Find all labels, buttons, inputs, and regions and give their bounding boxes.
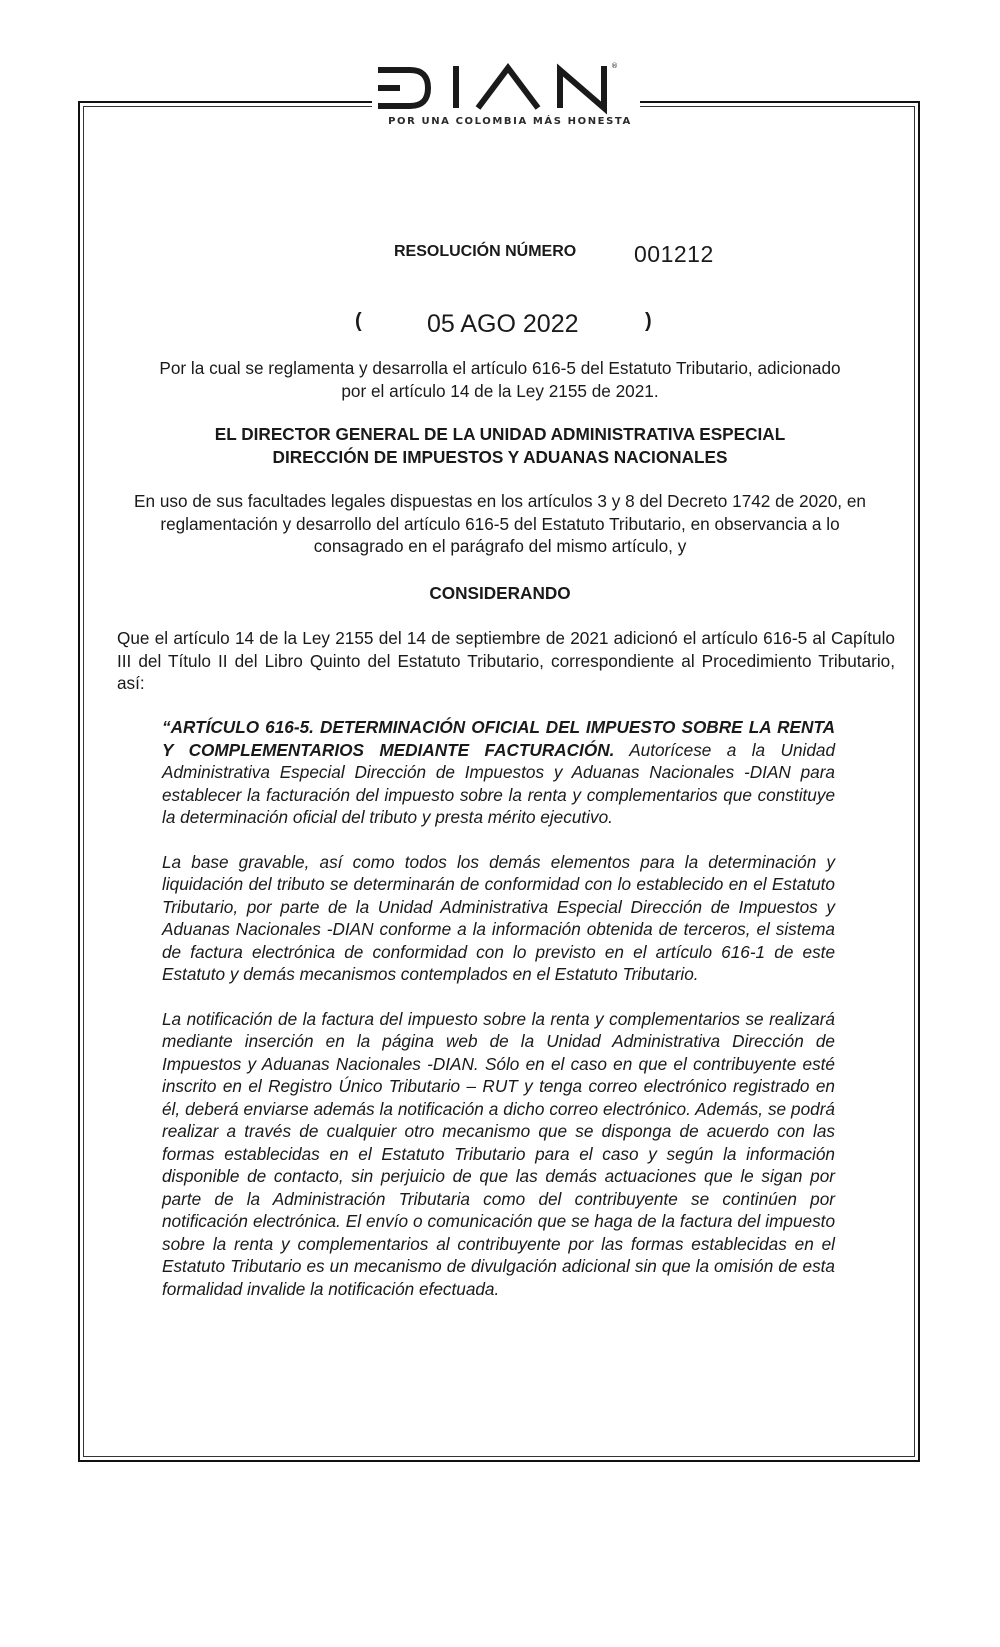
resolution-date: 05 AGO 2022	[427, 310, 579, 338]
quoted-article-paragraph-1: Autorícese a la Unidad Administrativa Especial Dirección de Impuestos y Aduanas Nacionales -DIAN para establecer la facturación del impuesto sobre la renta y complementarios que constituye la determinación oficial del tributo y presta mérito ejecutivo.	[162, 739, 836, 827]
logo-tagline: POR UNA COLOMBIA MÁS HONESTA	[388, 116, 632, 127]
considering-heading: CONSIDERANDO	[429, 583, 571, 603]
svg-text:®: ®	[611, 62, 618, 70]
resolution-label: RESOLUCIÓN NÚMERO	[394, 243, 577, 260]
resolution-subject: Por la cual se reglamenta y desarrolla el artículo 616-5 del Estatuto Tributario, adicionado por el artículo 14 de la Ley 2155 de 2021.	[159, 358, 841, 401]
quoted-article-paragraph-2: La base gravable, así como todos los demás elementos para la determinación y liquidación del tributo se determinarán de conformidad con lo establecido en el Estatuto Tributario, por parte de la Unidad Administrativa Especial Dirección de Impuestos y Aduanas Nacionales -DIAN conforme a la información obtenida de terceros, el sistema de factura electrónica de conformidad con lo previsto en el artículo 616-1 de este Estatuto y demás mecanismos contemplados en el Estatuto Tributario.	[162, 851, 835, 984]
quoted-article-paragraph-3: La notificación de la factura del impuesto sobre la renta y complementarios se realizará mediante inserción en la página web de la Unidad Administrativa Dirección de Impuestos y Aduanas Nacionales -DIAN. Sólo en el caso en que el contribuyente esté inscrito en el Registro Único Tributario – RUT y tenga correo electrónico registrado en él, deberá enviarse además la notificación a dicho correo electrónico. Además, se podrá realizar a través de cualquier otro mecanismo que se disponga de acuerdo con las formas establecidas en el Estatuto Tributario para el caso y según la información disponible de contacto, sin perjuicio de que las demás actuaciones que le sigan por parte de la Administración Tributaria como del contribuyente se continúen por notificación electrónica. El envío o comunicación que se haga de la factura del impuesto sobre la renta y complementarios al contribuyente por las formas establecidas en el Estatuto Tributario es un mecanismo de divulgación adicional sin que la omisión de esta formalidad invalide la notificación efectuada.	[162, 1008, 835, 1299]
date-open-paren: (	[355, 310, 362, 332]
dian-logo-mark	[370, 58, 650, 118]
considering-intro: Que el artículo 14 de la Ley 2155 del 14 de septiembre de 2021 adicionó el artículo 616-5 al Capítulo III del Título II del Libro Quinto del Estatuto Tributario, correspondiente al Procedimiento Tributario, así:	[117, 628, 895, 693]
quoted-article	[162, 716, 835, 1300]
resolution-number: 001212	[634, 241, 714, 267]
quoted-article-title: “ARTÍCULO 616-5. DETERMINACIÓN OFICIAL DEL IMPUESTO SOBRE LA RENTA Y COMPLEMENTARIOS MEDIANTE FACTURACIÓN.	[162, 717, 835, 760]
powers-paragraph: En uso de sus facultades legales dispuestas en los artículos 3 y 8 del Decreto 1742 de 2020, en reglamentación y desarrollo del artículo 616-5 del Estatuto Tributario, en observancia a lo consagrado en el parágrafo del mismo artículo, y	[134, 491, 866, 556]
date-close-paren: )	[645, 310, 652, 332]
authority-line-1: EL DIRECTOR GENERAL DE LA UNIDAD ADMINISTRATIVA ESPECIAL	[214, 424, 786, 444]
authority-line-2: DIRECCIÓN DE IMPUESTOS Y ADUANAS NACIONALES	[272, 446, 728, 467]
